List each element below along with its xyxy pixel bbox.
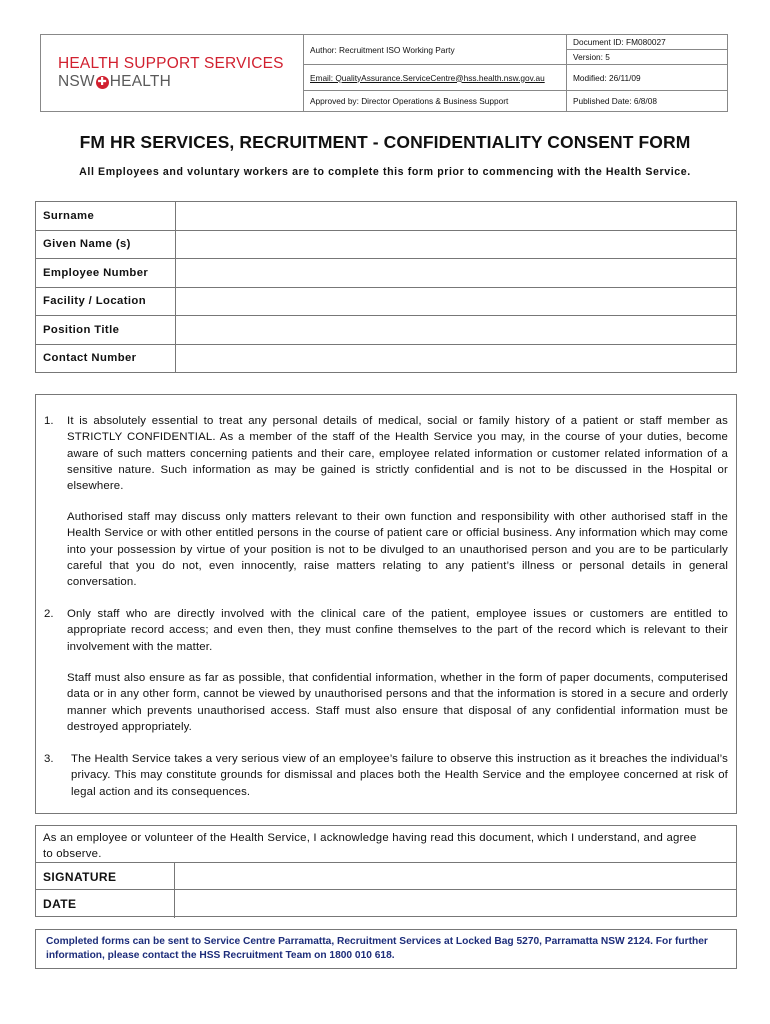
logo-nsw: NSW (58, 73, 95, 90)
logo-health: HEALTH (109, 73, 171, 90)
author-cell: Author: Recruitment ISO Working Party (304, 35, 566, 65)
employee-number-field[interactable] (176, 259, 737, 288)
signature-row (36, 862, 736, 891)
employee-number-label: Employee Number (36, 259, 176, 288)
document-header (40, 34, 728, 112)
acknowledgement-text: As an employee or volunteer of the Health Service, I acknowledge having read this document, which I understand, and agree to observe. (43, 832, 697, 861)
header-meta-right (567, 35, 727, 111)
acknowledgement-box (35, 825, 737, 917)
employee-details-table (35, 201, 737, 373)
signature-field[interactable] (175, 863, 736, 891)
date-label: DATE (36, 890, 175, 918)
document-id-cell: Document ID: FM080027 (567, 35, 727, 50)
header-meta-middle (304, 35, 567, 111)
modified-cell: Modified: 26/11/09 (567, 65, 727, 91)
table-row (36, 344, 737, 373)
published-cell: Published Date: 6/8/08 (573, 96, 657, 106)
date-field[interactable] (175, 890, 736, 918)
contact-number-label: Contact Number (36, 344, 176, 373)
logo-line1: HEALTH SUPPORT SERVICES (58, 55, 284, 72)
table-row (36, 202, 737, 231)
form-title: FM HR SERVICES, RECRUITMENT - CONFIDENTIALITY CONSENT FORM (79, 132, 691, 152)
surname-field[interactable] (176, 202, 737, 231)
submission-instructions: Completed forms can be sent to Service Centre Parramatta, Recruitment Services at Locked Bag 5270, Parramatta NSW 2124. For further information, please contact the HSS Recruitment Team on 1800 010 618. (35, 929, 737, 969)
position-title-field[interactable] (176, 316, 737, 345)
given-names-label: Given Name (s) (36, 230, 176, 259)
section-1-paragraph-a: It is absolutely essential to treat any personal details of medical, social or family history of a patient or staff member as STRICTLY CONFIDENTIAL. As a member of the staff of the Health Service you may, in the course of your duties, become aware of such matters concerning patients and their care, employee related information or customer related information of a sensitive nature. Such information as may be gained is strictly confidential and is not to be discussed in the Hospital or elsewhere. (67, 415, 728, 493)
email-link[interactable]: Email: QualityAssurance.ServiceCentre@hss.health.nsw.gov.au (310, 72, 545, 83)
given-names-field[interactable] (176, 230, 737, 259)
approved-cell: Approved by: Director Operations & Business Support (310, 96, 509, 106)
date-row (36, 889, 736, 918)
table-row (36, 287, 737, 316)
section-2-paragraph-b: Staff must also ensure as far as possible, that confidential information, whether in the form of paper documents, computerised data or in any other form, cannot be viewed by unauthorised persons and that the information is stored in a secure and orderly manner which prevents unauthorised access. Staff must also ensure that disposal of any confidential information must be destroyed appropriately. (67, 672, 728, 733)
form-subtitle: All Employees and voluntary workers are to complete this form prior to commencing with the Health Service. (79, 166, 691, 178)
email-cell (304, 65, 566, 91)
table-row (36, 316, 737, 345)
waratah-icon: ✚ (97, 76, 107, 88)
section-3-paragraph: The Health Service takes a very serious view of an employee’s failure to observe this instruction as it breaches the individual’s privacy. This may constitute grounds for dismissal and places both the Health Service and the employee concerned at risk of legal action and its consequences. (71, 753, 728, 798)
facility-location-label: Facility / Location (36, 287, 176, 316)
table-row (36, 259, 737, 288)
section-2-paragraph-a: Only staff who are directly involved with the clinical care of the patient, employee issues or customers are entitled to appropriate record access; and even then, they must confine themselves to the part of the record which is relevant to their involvement with the matter. (67, 608, 728, 653)
surname-label: Surname (36, 202, 176, 231)
logo-line2 (58, 73, 171, 91)
health-support-services-logo (41, 35, 304, 111)
facility-location-field[interactable] (176, 287, 737, 316)
section-number-2: 2. (44, 608, 54, 620)
position-title-label: Position Title (36, 316, 176, 345)
signature-label: SIGNATURE (36, 863, 175, 891)
version-cell: Version: 5 (567, 50, 727, 65)
confidentiality-terms (35, 394, 737, 814)
contact-number-field[interactable] (176, 344, 737, 373)
section-1-paragraph-b: Authorised staff may discuss only matters relevant to their own function and responsibility with other authorised staff in the Health Service or with other entitled persons in the course of patient care or official business. Any information which may come into your possession by virtue of your position is not to be divulged to an unauthorised person and you are to be particularly careful that you do not, even innocently, raise matters relating to any patient’s illness or personal details in general conversation. (67, 511, 728, 589)
section-number-1: 1. (44, 415, 54, 427)
table-row (36, 230, 737, 259)
section-number-3: 3. (44, 753, 54, 765)
